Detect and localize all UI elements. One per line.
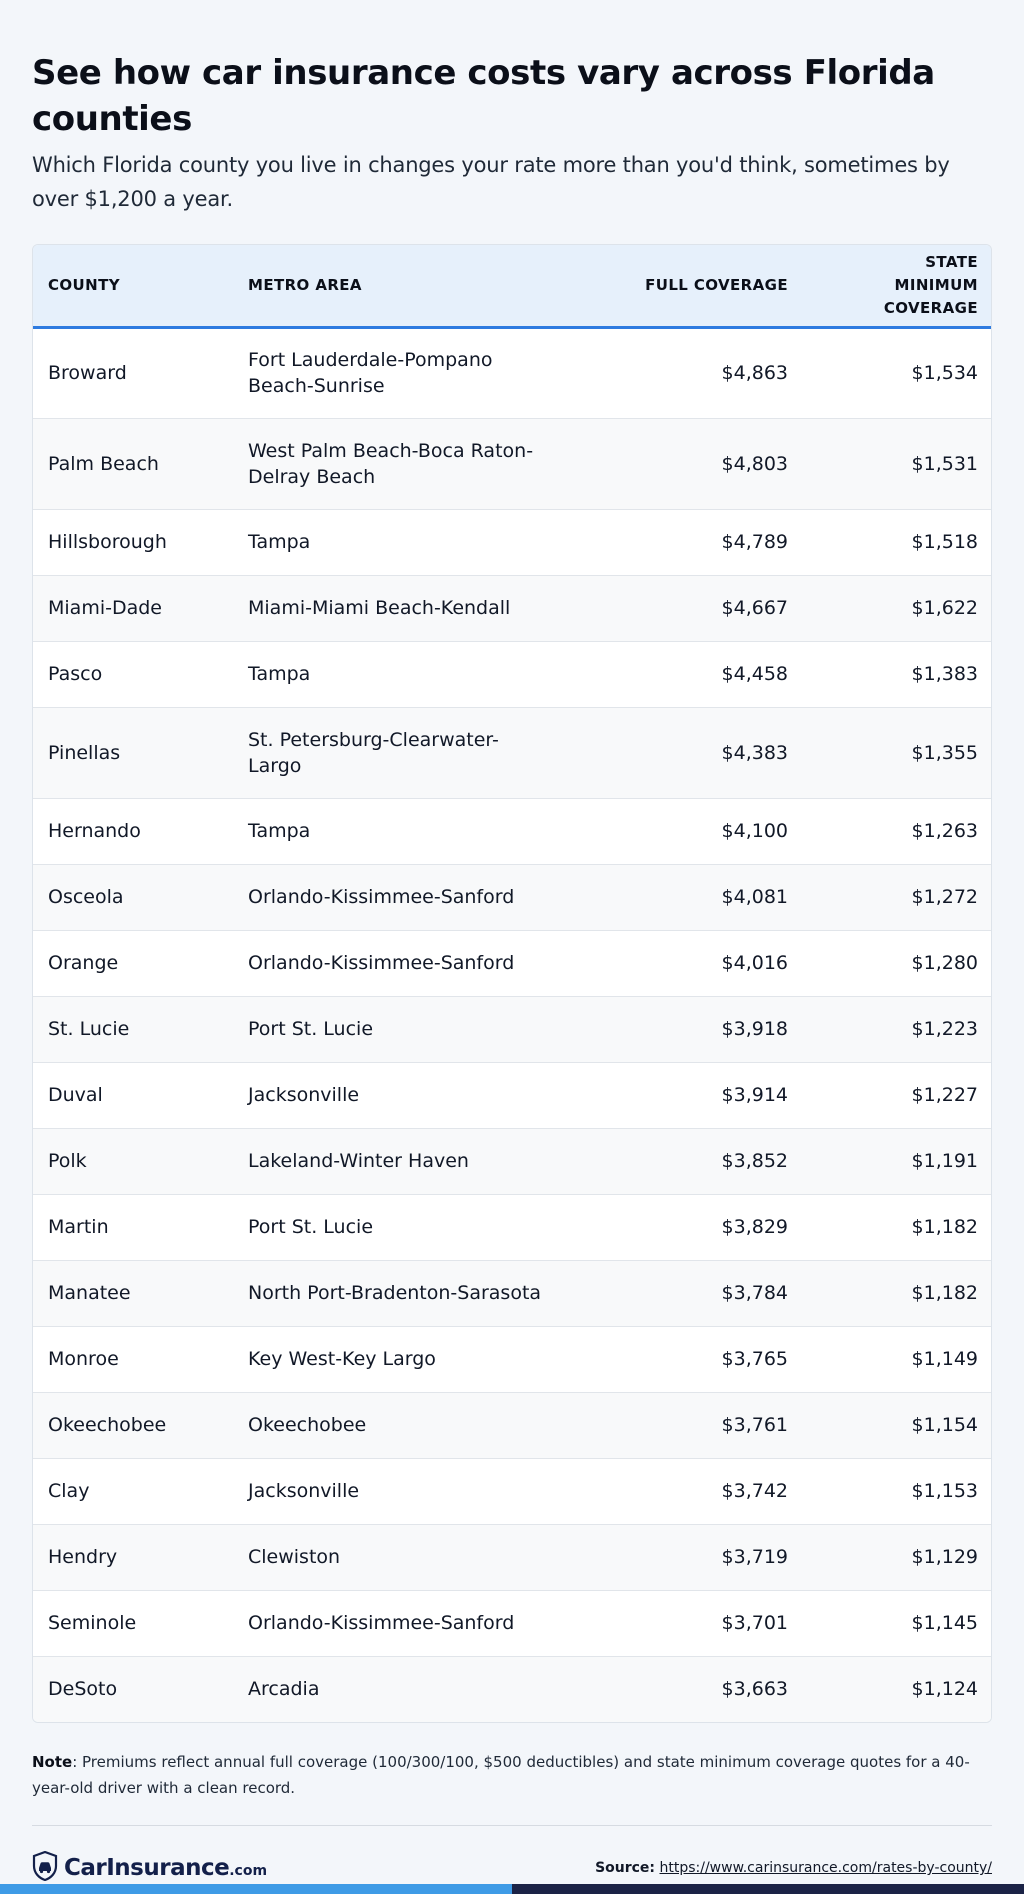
source-citation <box>595 1860 992 1876</box>
cell-county: Clay <box>33 1458 233 1524</box>
cell-county: Miami-Dade <box>33 575 233 641</box>
footnote <box>32 1749 992 1801</box>
table-row <box>33 575 992 641</box>
cell-county: Orange <box>33 930 233 996</box>
table-row <box>33 1656 992 1722</box>
cell-county: Seminole <box>33 1590 233 1656</box>
cell-county: Pinellas <box>33 707 233 798</box>
cell-county: Hillsborough <box>33 509 233 575</box>
cell-full-coverage: $4,100 <box>603 798 803 864</box>
cell-state-minimum: $1,223 <box>803 996 992 1062</box>
cell-full-coverage: $3,852 <box>603 1128 803 1194</box>
cell-state-minimum: $1,149 <box>803 1326 992 1392</box>
cell-metro-area: Port St. Lucie <box>233 1194 603 1260</box>
brand-name: CarInsurance.com <box>64 1855 268 1881</box>
column-header-full-coverage: FULL COVERAGE <box>603 245 803 327</box>
accent-bar-light <box>0 1884 512 1894</box>
column-header-county: COUNTY <box>33 245 233 327</box>
cell-metro-area: Jacksonville <box>233 1062 603 1128</box>
table-row <box>33 641 992 707</box>
cell-state-minimum: $1,182 <box>803 1194 992 1260</box>
table-body <box>33 327 992 1722</box>
page-subtitle: Which Florida county you live in changes your rate more than you'd think, sometimes by over $1,200 a year. <box>32 153 950 211</box>
table-row <box>33 1326 992 1392</box>
cell-metro-area: Port St. Lucie <box>233 996 603 1062</box>
table-row <box>33 798 992 864</box>
cell-full-coverage: $4,667 <box>603 575 803 641</box>
table-row <box>33 996 992 1062</box>
cell-county: Hendry <box>33 1524 233 1590</box>
table-row <box>33 1194 992 1260</box>
table-row <box>33 1458 992 1524</box>
cell-county: Osceola <box>33 864 233 930</box>
table-row <box>33 1392 992 1458</box>
cell-county: Pasco <box>33 641 233 707</box>
cell-county: Okeechobee <box>33 1392 233 1458</box>
cell-state-minimum: $1,534 <box>803 327 992 418</box>
cell-state-minimum: $1,145 <box>803 1590 992 1656</box>
footer <box>32 1848 992 1888</box>
cell-full-coverage: $4,863 <box>603 327 803 418</box>
cell-state-minimum: $1,182 <box>803 1260 992 1326</box>
cell-full-coverage: $4,383 <box>603 707 803 798</box>
cell-state-minimum: $1,191 <box>803 1128 992 1194</box>
cell-state-minimum: $1,280 <box>803 930 992 996</box>
table-row <box>33 1524 992 1590</box>
table-row <box>33 930 992 996</box>
cell-metro-area: Lakeland-Winter Haven <box>233 1128 603 1194</box>
table-row <box>33 418 992 509</box>
source-link[interactable]: https://www.carinsurance.com/rates-by-county/ <box>659 1860 992 1876</box>
cell-full-coverage: $3,761 <box>603 1392 803 1458</box>
shield-car-icon <box>32 1851 58 1885</box>
cell-county: St. Lucie <box>33 996 233 1062</box>
table-row <box>33 1590 992 1656</box>
cell-metro-area: Orlando-Kissimmee-Sanford <box>233 1590 603 1656</box>
cell-metro-area: Fort Lauderdale-Pompano Beach-Sunrise <box>233 327 603 418</box>
page-title: See how car insurance costs vary across Florida counties <box>32 53 935 139</box>
cell-full-coverage: $3,914 <box>603 1062 803 1128</box>
table-header-row <box>33 245 992 327</box>
cell-state-minimum: $1,154 <box>803 1392 992 1458</box>
accent-bar-dark <box>512 1884 1024 1894</box>
cell-county: Manatee <box>33 1260 233 1326</box>
cell-full-coverage: $4,803 <box>603 418 803 509</box>
source-label: Source: <box>595 1860 656 1876</box>
cell-metro-area: Arcadia <box>248 1678 320 1701</box>
cell-state-minimum: $1,518 <box>803 509 992 575</box>
cell-full-coverage: $3,742 <box>603 1458 803 1524</box>
cell-full-coverage: $3,765 <box>603 1326 803 1392</box>
cell-county: Duval <box>33 1062 233 1128</box>
column-header-metro-area: METRO AREA <box>233 245 603 327</box>
cell-metro-area: Orlando-Kissimmee-Sanford <box>233 930 603 996</box>
cell-state-minimum: $1,355 <box>803 707 992 798</box>
cell-state-minimum: $1,383 <box>803 641 992 707</box>
rates-table <box>33 245 992 1722</box>
rates-table-container <box>32 244 992 1723</box>
table-row <box>33 1260 992 1326</box>
note-text: : Premiums reflect annual full coverage (100/300/100, $500 deductibles) and state minimum coverage quotes for a 40-year-old driver with a clean record. <box>32 1753 970 1797</box>
cell-county: Polk <box>33 1128 233 1194</box>
cell-metro-area: West Palm Beach-Boca Raton-Delray Beach <box>233 418 603 509</box>
cell-full-coverage: $3,784 <box>603 1260 803 1326</box>
cell-full-coverage: $4,081 <box>603 864 803 930</box>
cell-full-coverage: $3,918 <box>603 996 803 1062</box>
cell-county: Broward <box>33 327 233 418</box>
column-header-state-minimum: STATE MINIMUM COVERAGE <box>803 245 992 327</box>
cell-county: Palm Beach <box>33 418 233 509</box>
cell-full-coverage: $3,701 <box>603 1590 803 1656</box>
cell-state-minimum: $1,227 <box>803 1062 992 1128</box>
table-row <box>33 707 992 798</box>
cell-metro-area: Key West-Key Largo <box>233 1326 603 1392</box>
cell-metro-area: Orlando-Kissimmee-Sanford <box>233 864 603 930</box>
cell-metro-area: Tampa <box>233 641 603 707</box>
cell-state-minimum: $1,129 <box>803 1524 992 1590</box>
cell-metro-area: Miami-Miami Beach-Kendall <box>233 575 603 641</box>
cell-metro-area: Okeechobee <box>233 1392 603 1458</box>
cell-state-minimum: $1,263 <box>803 798 992 864</box>
cell-full-coverage: $4,458 <box>603 641 803 707</box>
bottom-accent-bar <box>0 1884 1024 1894</box>
cell-county: Monroe <box>33 1326 233 1392</box>
cell-full-coverage: $4,789 <box>603 509 803 575</box>
table-row <box>33 327 992 418</box>
cell-metro-area: North Port-Bradenton-Sarasota <box>233 1260 603 1326</box>
table-row <box>33 509 992 575</box>
cell-full-coverage: $3,663 <box>721 1678 788 1701</box>
table-row <box>33 864 992 930</box>
cell-full-coverage: $3,719 <box>603 1524 803 1590</box>
cell-county: DeSoto <box>48 1678 118 1701</box>
note-label: Note <box>32 1753 73 1771</box>
table-row <box>33 1062 992 1128</box>
cell-state-minimum: $1,124 <box>911 1678 978 1701</box>
brand-logo[interactable] <box>32 1851 267 1885</box>
cell-state-minimum: $1,153 <box>803 1458 992 1524</box>
footer-divider <box>32 1825 992 1826</box>
cell-metro-area: Jacksonville <box>233 1458 603 1524</box>
cell-state-minimum: $1,622 <box>803 575 992 641</box>
cell-county: Martin <box>33 1194 233 1260</box>
cell-full-coverage: $3,829 <box>603 1194 803 1260</box>
cell-metro-area: Tampa <box>233 798 603 864</box>
cell-full-coverage: $4,016 <box>603 930 803 996</box>
cell-state-minimum: $1,272 <box>803 864 992 930</box>
cell-metro-area: St. Petersburg-Clearwater-Largo <box>233 707 603 798</box>
page <box>32 50 992 1888</box>
table-row <box>33 1128 992 1194</box>
cell-state-minimum: $1,531 <box>803 418 992 509</box>
cell-metro-area: Tampa <box>233 509 603 575</box>
cell-county: Hernando <box>33 798 233 864</box>
cell-metro-area: Clewiston <box>233 1524 603 1590</box>
